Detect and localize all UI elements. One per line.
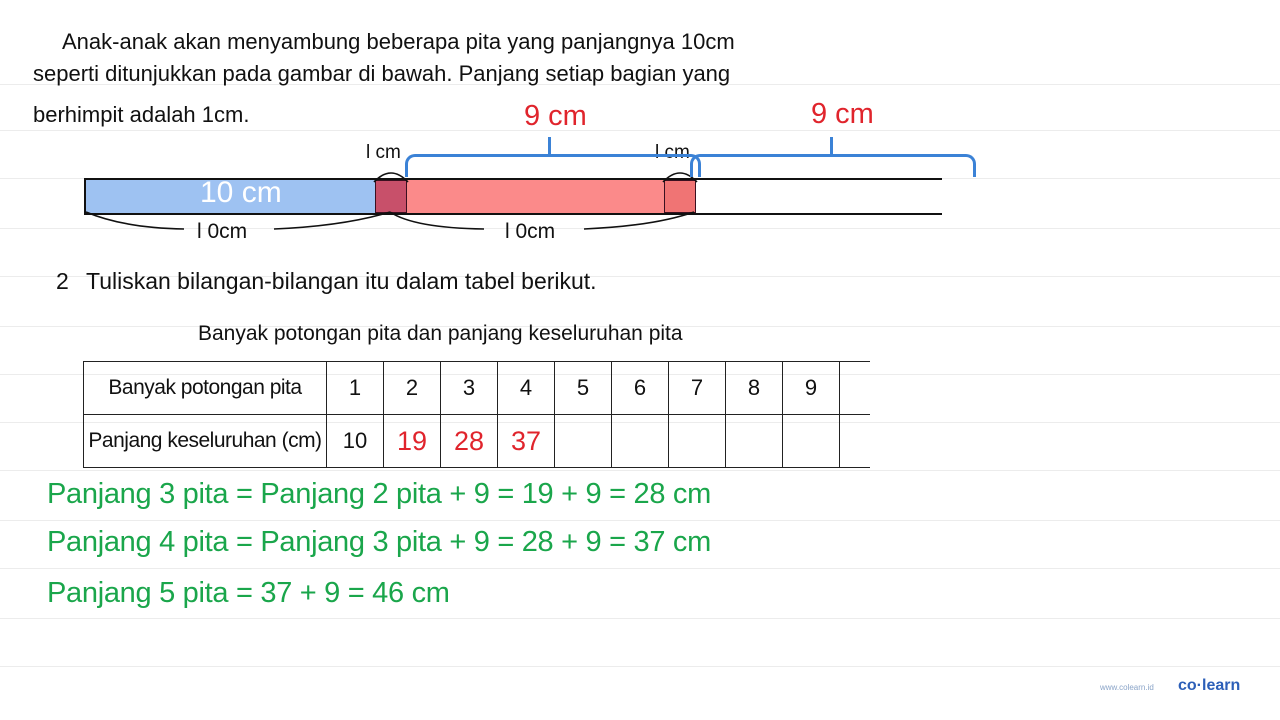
ribbon-table <box>83 361 870 468</box>
span-label-1: l 0cm <box>197 220 248 243</box>
count-cell: 8 <box>726 362 783 415</box>
count-cell: 2 <box>384 362 441 415</box>
table-row-counts <box>84 362 871 415</box>
question-number: 2 <box>56 268 69 294</box>
length-cell-empty <box>726 415 783 468</box>
footer-url: www.colearn.id <box>1100 683 1154 692</box>
length-cell-empty <box>555 415 612 468</box>
count-cell: 4 <box>498 362 555 415</box>
solution-line-3: Panjang 5 pita = 37 + 9 = 46 cm <box>47 577 450 609</box>
step-brace-1 <box>405 154 701 177</box>
ruled-line <box>0 520 1280 521</box>
row-header-counts: Banyak potongan pita <box>84 362 327 415</box>
step-brace-1-tick <box>548 137 551 155</box>
table-continuation-cell <box>840 362 871 415</box>
table-title: Banyak potongan pita dan panjang keseluruhan pita <box>198 322 683 345</box>
table-continuation-cell <box>840 415 871 468</box>
count-cell: 5 <box>555 362 612 415</box>
count-cell: 1 <box>327 362 384 415</box>
lower-brace-lines <box>84 210 704 240</box>
overlap-label-1: l cm <box>366 142 401 163</box>
problem-line-2: seperti ditunjukkan pada gambar di bawah. Panjang setiap bagian yang <box>33 61 731 86</box>
count-cell: 7 <box>669 362 726 415</box>
length-cell: 10 <box>327 415 384 468</box>
step-label-2: 9 cm <box>811 98 874 130</box>
length-cell-answer: 28 <box>441 415 498 468</box>
span-label-2: l 0cm <box>505 220 556 243</box>
overlap-segment-2 <box>664 180 696 213</box>
first-ribbon-label: 10 cm <box>200 176 282 209</box>
length-cell-empty <box>783 415 840 468</box>
problem-line-3: berhimpit adalah 1cm. <box>33 102 250 127</box>
length-cell-empty <box>612 415 669 468</box>
step-label-1: 9 cm <box>524 100 587 132</box>
row-header-lengths: Panjang keseluruhan (cm) <box>84 415 327 468</box>
ruled-line <box>0 618 1280 619</box>
length-cell-answer: 19 <box>384 415 441 468</box>
ruled-line <box>0 130 1280 131</box>
colearn-logo: co·learn <box>1178 677 1241 694</box>
solution-line-2: Panjang 4 pita = Panjang 3 pita + 9 = 28 + 9 = 37 cm <box>47 526 711 558</box>
ruled-line <box>0 568 1280 569</box>
ruled-line <box>0 470 1280 471</box>
overlap-segment-1 <box>375 180 407 213</box>
count-cell: 3 <box>441 362 498 415</box>
count-cell: 6 <box>612 362 669 415</box>
count-cell: 9 <box>783 362 840 415</box>
step-brace-2-tick <box>830 137 833 155</box>
overlap-label-2: l cm <box>655 142 690 163</box>
problem-line-1: Anak-anak akan menyambung beberapa pita yang panjangnya 10cm <box>62 29 735 54</box>
question-text: Tuliskan bilangan-bilangan itu dalam tabel berikut. <box>86 268 597 294</box>
solution-line-1: Panjang 3 pita = Panjang 2 pita + 9 = 19 + 9 = 28 cm <box>47 478 711 510</box>
step-brace-2 <box>690 154 976 177</box>
ruled-line <box>0 666 1280 667</box>
table-row-lengths <box>84 415 871 468</box>
length-cell-answer: 37 <box>498 415 555 468</box>
second-ribbon <box>407 180 664 213</box>
length-cell-empty <box>669 415 726 468</box>
